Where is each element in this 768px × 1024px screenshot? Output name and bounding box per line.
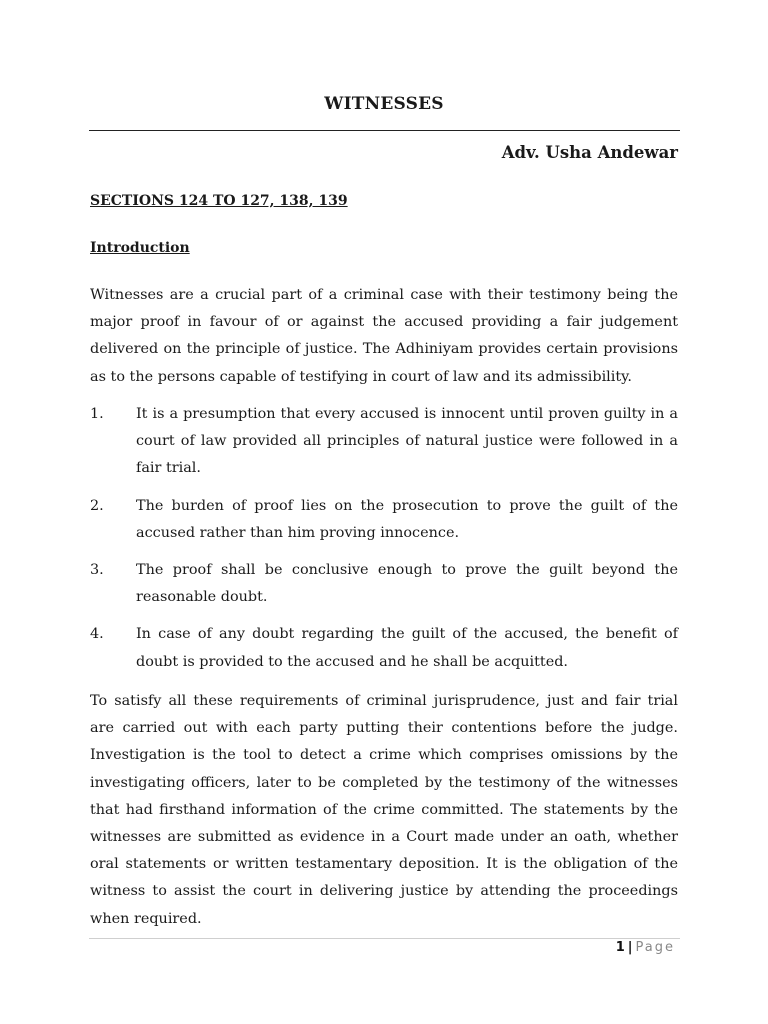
author-name: Adv. Usha Andewar [501, 143, 678, 162]
footer-divider [89, 938, 680, 939]
list-item-number: 4. [90, 626, 104, 643]
list-item [90, 621, 678, 675]
closing-paragraph: To satisfy all these requirements of criminal jurisprudence, just and fair trial are carried out with each party putting their contentions before the judge. Investigation is the tool to detect a crime which comprises omissions by the investigating officers, later to be completed by the testimony of the witnesses that had firsthand information of the crime committed. The statements by the witnesses are submitted as evidence in a Court made under an oath, whether oral statements or written testamentary deposition. It is the obligation of the witness to assist the court in delivering justice by attending the proceedings when required. [90, 693, 678, 927]
list-item-text: The burden of proof lies on the prosecution to prove the guilt of the accused rather than him proving innocence. [136, 497, 678, 541]
list-item-number: 3. [90, 562, 104, 579]
title-divider [89, 130, 680, 131]
list-item-number: 2. [90, 497, 104, 514]
list-item-text: In case of any doubt regarding the guilt of the accused, the benefit of doubt is provided to the accused and he shall be acquitted. [136, 626, 678, 670]
page-title: WITNESSES [324, 94, 444, 114]
list-item [90, 401, 678, 483]
page-label: Page [635, 940, 675, 955]
footer-separator: | [627, 940, 633, 955]
list-item-number: 1. [90, 406, 104, 422]
list-item [90, 493, 678, 547]
list-item [90, 557, 678, 611]
page-number: 1 [615, 940, 625, 955]
intro-paragraph: Witnesses are a crucial part of a criminal case with their testimony being the major proof in favour of or against the accused providing a fair judgement delivered on the principle of justice. The Adhiniyam provides certain provisions as to the persons capable of testifying in court of law and its admissibility. [90, 287, 678, 385]
sections-heading: SECTIONS 124 TO 127, 138, 139 [90, 193, 348, 209]
list-item-text: It is a presumption that every accused is innocent until proven guilty in a court of law provided all principles of natural justice were followed in a fair trial. [136, 406, 678, 477]
numbered-list [90, 401, 678, 686]
list-item-text: The proof shall be conclusive enough to prove the guilt beyond the reasonable doubt. [136, 562, 678, 606]
introduction-heading: Introduction [90, 240, 190, 256]
page-footer [616, 940, 675, 955]
